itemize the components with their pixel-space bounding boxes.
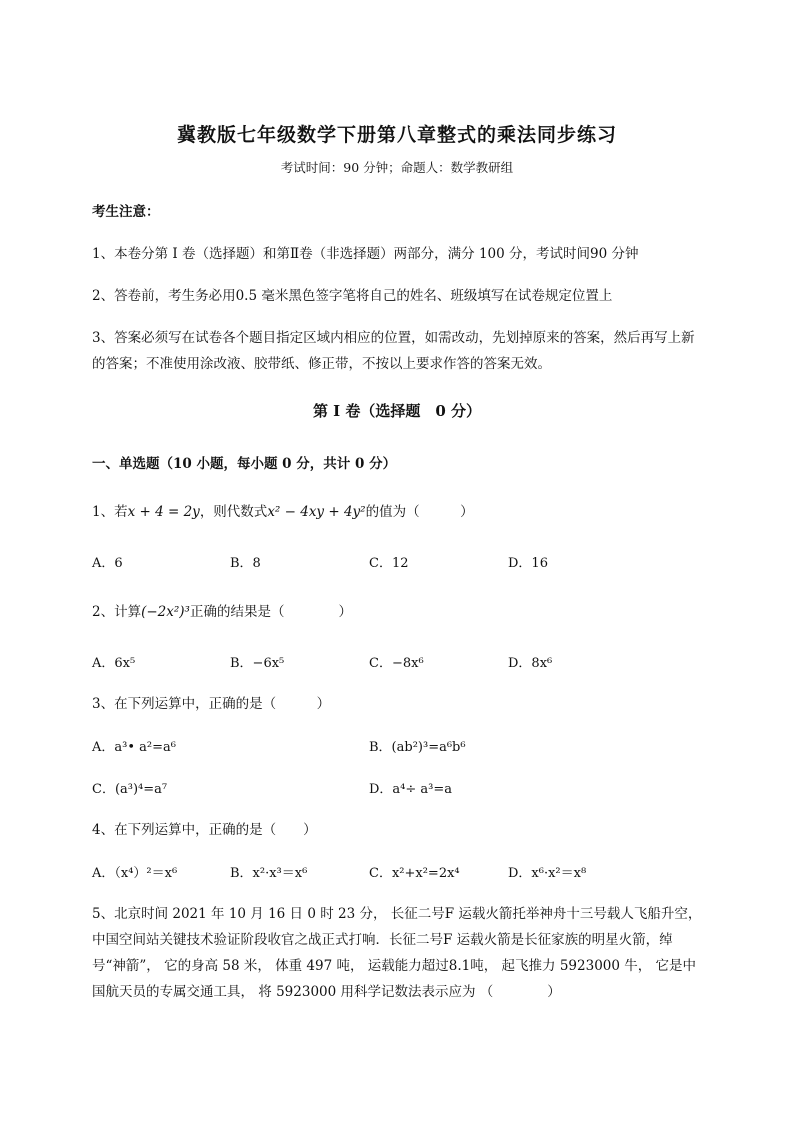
q1-option-a: A．6 [92,556,123,571]
q1-option-c: C．12 [369,556,409,571]
q4-option-c: C．x²+x²=2x⁴ [369,866,460,881]
q2-suffix: 正确的结果是（ ） [189,604,352,620]
q3-option-b: B．(ab²)³=a⁶b⁶ [369,740,466,755]
document-title: 冀教版七年级数学下册第八章整式的乘法同步练习 [176,124,617,146]
q3-option-c: C．(a³)⁴=a⁷ [92,782,168,797]
q1-mid: ，则代数式 [199,504,268,520]
question-2-stem [92,600,352,620]
q2-option-d: D．8x⁶ [508,656,553,671]
q2-option-a: A．6x⁵ [92,656,136,671]
question-5-line-4: 国航天员的专属交通工具， 将 5923000 用科学记数法表示应为 （ ） [92,984,561,1000]
q1-expression: x² − 4xy + 4y² [267,504,366,520]
part-heading: 一、单选题（10 小题，每小题 0 分，共计 0 分） [92,456,397,472]
q4-option-d: D．x⁶·x²＝x⁸ [508,866,587,881]
section-title: 第 I 卷（选择题 0 分） [312,402,482,420]
q4-option-b: B．x²·x³＝x⁶ [230,866,308,881]
notes-heading: 考生注意： [92,204,160,220]
q1-prefix: 1、若 [92,504,128,520]
note-item-3: 3、答案必须写在试卷各个题目指定区域内相应的位置，如需改动，先划掉原来的答案，然后再写上新 [92,330,695,346]
question-1-stem [92,500,474,520]
question-5-line-1: 5、北京时间 2021 年 10 月 16 日 0 时 23 分， 长征二号F 运载火箭托举神舟十三号载人飞船升空， [92,906,702,922]
q2-expression: (−2x²)³ [141,604,190,620]
question-5-line-2: 中国空间站关键技术验证阶段收官之战正式打响．长征二号F 运载火箭是长征家族的明星火箭，绰 [92,932,673,948]
question-4-stem: 4、在下列运算中，正确的是（ ） [92,822,317,838]
question-3-stem: 3、在下列运算中，正确的是（ ） [92,696,331,712]
document-subtitle: 考试时间：90 分钟；命题人：数学教研组 [280,160,514,175]
question-5-line-3: 号“神箭”， 它的身高 58 米， 体重 497 吨， 运载能力超过8.1吨， 起飞推力 5923000 牛， 它是中 [92,958,697,974]
q2-option-c: C．−8x⁶ [369,656,424,671]
q3-option-d: D．a⁴÷ a³=a [369,782,453,797]
note-item-1: 1、本卷分第 I 卷（选择题）和第Ⅱ卷（非选择题）两部分，满分 100 分，考试时间90 分钟 [92,246,639,262]
q3-option-a: A．a³• a²=a⁶ [92,740,176,755]
q1-option-b: B．8 [230,556,261,571]
q2-prefix: 2、计算 [92,604,142,620]
q1-option-d: D．16 [508,556,548,571]
q1-equation: x + 4 = 2y [127,504,200,520]
q2-option-b: B．−6x⁵ [230,656,285,671]
q4-option-a: A．（x⁴）²＝x⁶ [92,866,178,881]
note-item-2: 2、答卷前，考生务必用0.5 毫米黑色签字笔将自己的姓名、班级填写在试卷规定位置上 [92,288,613,304]
q1-suffix: 的值为（ ） [365,504,474,520]
note-item-3-cont: 的答案；不准使用涂改液、胶带纸、修正带，不按以上要求作答的答案无效。 [92,356,551,372]
